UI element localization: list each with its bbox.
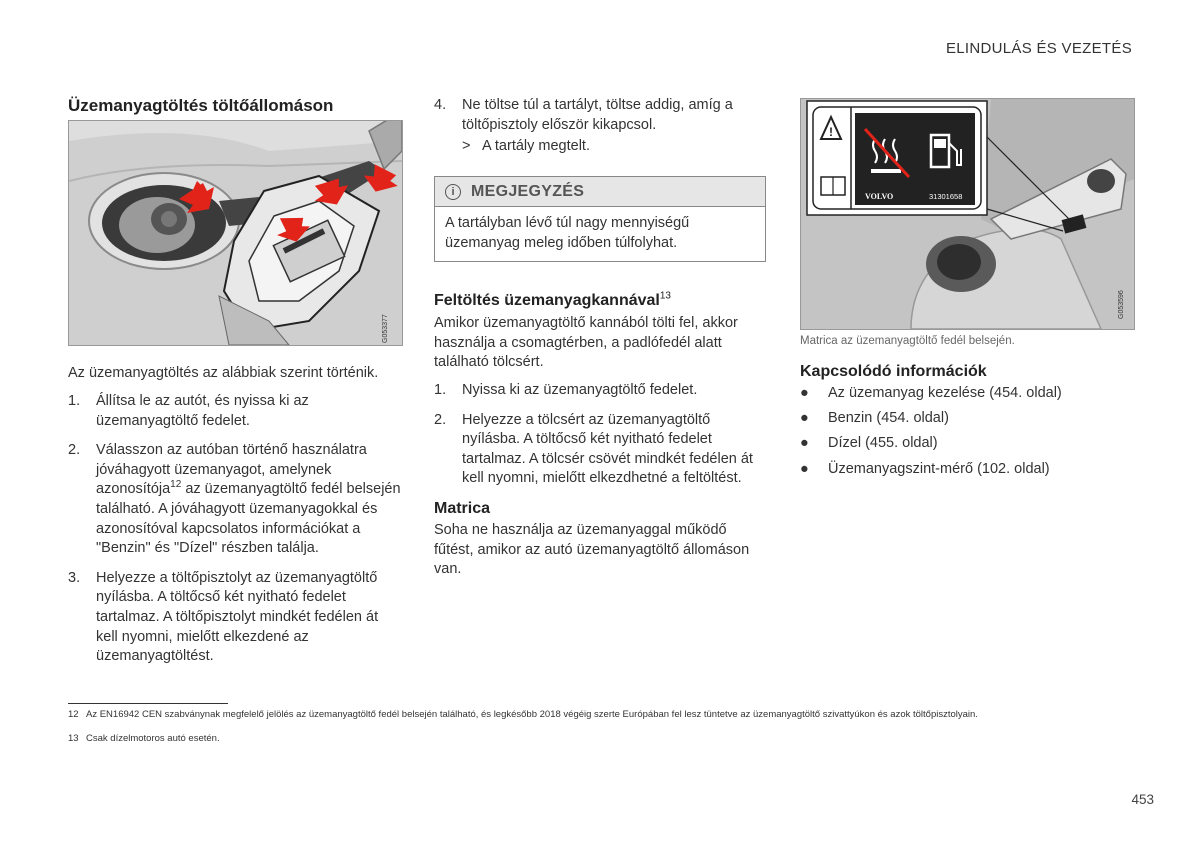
can-heading: Feltöltés üzemanyagkannával$^{13}$ xyxy=(434,290,671,309)
footnote-13: 13 Csak dízelmotoros autó esetén. xyxy=(68,733,220,744)
sticker-brand: VOLVO xyxy=(865,192,894,201)
note-text: A tartályban lévő túl nagy mennyiségű üzemanyag meleg időben túlfolyhat. xyxy=(445,215,690,251)
fuel-nozzle-image xyxy=(69,121,402,345)
bullet-icon: ● xyxy=(800,435,809,452)
page-number: 453 xyxy=(1131,792,1154,807)
image-code: G053596 xyxy=(1118,290,1125,319)
step-4-block xyxy=(434,96,764,157)
note-header xyxy=(435,177,765,207)
note-box xyxy=(434,176,766,262)
image-code: G053377 xyxy=(382,314,389,343)
bullet-icon: ● xyxy=(800,460,809,477)
fuel-filling-illustration xyxy=(68,120,403,346)
sticker-illustration xyxy=(800,98,1135,330)
steps-list xyxy=(68,392,401,677)
intro-text: Az üzemanyagtöltés az alábbiak szerint történik. xyxy=(68,365,379,381)
fuel-flap-sticker-image xyxy=(801,99,1134,329)
related-link[interactable]: ● Dízel (455. oldal) xyxy=(800,434,1133,454)
info-icon: i xyxy=(445,184,461,200)
svg-text:!: ! xyxy=(829,125,833,139)
can-intro: Amikor üzemanyagtöltő kannából tölti fel, akkor használja a csomagtérben, a padlófedél alatt található tölcsért. xyxy=(434,315,738,371)
can-steps-list xyxy=(434,381,764,499)
sticker-heading: Matrica xyxy=(434,500,491,517)
result-arrow-icon: > xyxy=(462,138,471,155)
sticker-part-number: 31301658 xyxy=(929,192,963,201)
related-heading: Kapcsolódó információk xyxy=(800,363,987,380)
bullet-icon: ● xyxy=(800,385,809,401)
footnote-ref[interactable]: 12 xyxy=(170,479,182,491)
list-item: 4. Ne töltse túl a tartályt, töltse addig, amíg a töltőpisztoly először kikapcsol. xyxy=(434,97,733,133)
related-link[interactable]: ● Az üzemanyag kezelése (454. oldal) xyxy=(800,384,1133,404)
note-label: MEGJEGYZÉS xyxy=(471,182,585,200)
footnote-ref[interactable]: 13 xyxy=(659,290,671,302)
related-link[interactable]: ● Üzemanyagszint-mérő (102. oldal) xyxy=(800,460,1133,480)
image-caption: Matrica az üzemanyagtöltő fedél belsején. xyxy=(800,335,1015,347)
list-item: 2. Válasszon az autóban történő használatra jóváhagyott üzemanyagot, amelynek azonosítója$^{12}$ az üzemanyagtöltő fedél belsején található. A jóváhagyott üzemanyagokkal és azonosítóval kapcsolatos információkat a "Benzin" és "Dízel" részben találja. xyxy=(68,442,401,557)
footnote-divider xyxy=(68,703,228,704)
list-item: 3. Helyezze a töltőpisztolyt az üzemanyagtöltő nyílásba. A töltőcső két nyitható fedelet tartalmaz. A töltőpisztolyt mindkét fedélen át kell nyomni, mielőtt elkezdené az üzemanyagtöltést. xyxy=(68,569,379,665)
footnote-12: 12 Az EN16942 CEN szabványnak megfelelő jelölés az üzemanyagtöltő fedél belsején található, és legkésőbb 2018 végéig szerte Európában fel lesz tüntetve az üzemanyagtöltő szivattyúkon és azok töltőpisztolyain. xyxy=(68,709,978,720)
section-title: Üzemanyagtöltés töltőállomáson xyxy=(68,96,334,115)
section-header: ELINDULÁS ÉS VEZETÉS xyxy=(945,40,1132,57)
list-item: 1. Nyissa ki az üzemanyagtöltő fedelet. xyxy=(434,382,698,398)
sticker-text: Soha ne használja az üzemanyaggal működő fűtést, amikor az autó üzemanyagtöltő állomáson van. xyxy=(434,522,750,578)
step-result: > A tartály megtelt. xyxy=(462,137,764,157)
related-list xyxy=(800,384,1133,485)
related-link[interactable]: ● Benzin (454. oldal) xyxy=(800,409,1133,429)
bullet-icon: ● xyxy=(800,410,809,427)
list-item: 2. Helyezze a tölcsért az üzemanyagtöltő nyílásba. A töltőcső két nyitható fedelet tartalmaz. A tölcsér csövét mindkét fedélen át kell nyomni, mielőtt elkezdhetné a feltöltést. xyxy=(434,411,753,487)
list-item: 1. Állítsa le az autót, és nyissa ki az üzemanyagtöltő fedelet. xyxy=(68,393,309,429)
